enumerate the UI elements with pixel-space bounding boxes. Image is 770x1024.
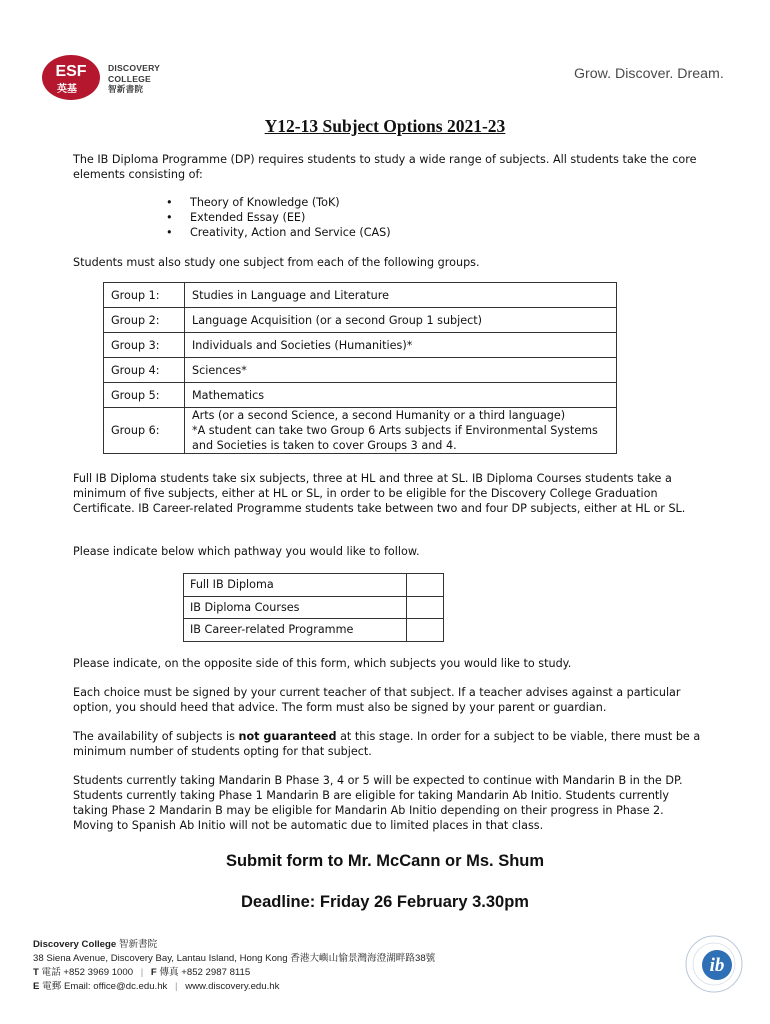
footer-fax-label: F bbox=[150, 967, 157, 978]
table-row bbox=[184, 619, 444, 642]
pathway-table bbox=[183, 573, 444, 642]
esf-logo bbox=[42, 55, 100, 100]
school-name bbox=[108, 63, 160, 95]
table-row bbox=[104, 408, 617, 454]
diploma-info-paragraph: Full IB Diploma students take six subjects, three at HL and three at SL. IB Diploma Courses students take a minimum of five subjects, either at HL or SL, in order to be eligible for the Discovery College Graduation Certificate. IB Career-related Programme students take between two and four DP subjects, either at HL or SL. bbox=[73, 472, 686, 515]
logo-text: ESF bbox=[55, 63, 87, 80]
availability-text: at this stage. In order for a subject to be viable, there must be a minimum number of students opting for that subject. bbox=[73, 730, 701, 758]
pathway-prompt: Please indicate below which pathway you would like to follow. bbox=[73, 545, 420, 558]
footer-school-name-chinese: 智新書院 bbox=[118, 939, 158, 950]
school-name-line1: DISCOVERY bbox=[108, 63, 161, 73]
intro-paragraph: The IB Diploma Programme (DP) requires students to study a wide range of subjects. All students take the core elements consisting of: bbox=[73, 153, 697, 181]
group-label: Group 2: bbox=[104, 308, 185, 333]
availability-paragraph bbox=[73, 729, 703, 759]
footer-email-label: E bbox=[33, 981, 40, 992]
group-subject bbox=[185, 408, 617, 454]
table-row bbox=[104, 333, 617, 358]
group-label: Group 4: bbox=[104, 358, 185, 383]
footer-address: 38 Siena Avenue, Discovery Bay, Lantau Island, Hong Kong bbox=[33, 953, 288, 964]
footer-website[interactable]: www.discovery.edu.hk bbox=[185, 981, 280, 992]
deadline: Deadline: Friday 26 February 3.30pm bbox=[241, 893, 529, 911]
group-subject: Mathematics bbox=[185, 383, 617, 408]
groups-intro: Students must also study one subject from each of the following groups. bbox=[73, 256, 480, 269]
subject-groups-table bbox=[103, 282, 617, 454]
table-row bbox=[184, 596, 444, 619]
list-item: • Creativity, Action and Service (CAS) bbox=[166, 225, 391, 240]
signing-info-paragraph: Each choice must be signed by your current teacher of that subject. If a teacher advises against a particular option, you should heed that advice. The form must also be signed by your parent or guardian. bbox=[73, 686, 681, 714]
footer-tel-chinese: 電話 bbox=[41, 967, 61, 978]
divider: | bbox=[140, 967, 144, 978]
group-subject: Studies in Language and Literature bbox=[185, 283, 617, 308]
availability-text: The availability of subjects is bbox=[73, 730, 239, 743]
table-row bbox=[104, 383, 617, 408]
submit-instruction: Submit form to Mr. McCann or Ms. Shum bbox=[225, 852, 545, 870]
pathway-label: IB Diploma Courses bbox=[184, 596, 407, 619]
core-elements-list bbox=[166, 195, 391, 240]
ib-logo bbox=[684, 934, 744, 994]
divider: | bbox=[175, 981, 178, 992]
footer-address-chinese: 香港大嶼山愉景灣海澄湖畔路38號 bbox=[290, 953, 436, 964]
footer-email[interactable]: Email: office@dc.edu.hk bbox=[63, 981, 168, 992]
page-title: Y12-13 Subject Options 2021-23 bbox=[264, 116, 506, 136]
school-name-chinese: 智新書院 bbox=[108, 84, 144, 94]
subjects-prompt: Please indicate, on the opposite side of this form, which subjects you would like to study. bbox=[73, 657, 572, 670]
footer-tel-label: T bbox=[33, 967, 39, 978]
availability-emphasis: not guaranteed bbox=[238, 730, 337, 743]
group-subject: Individuals and Societies (Humanities)* bbox=[185, 333, 617, 358]
group-label: Group 3: bbox=[104, 333, 185, 358]
footer-school-name: Discovery College bbox=[33, 939, 117, 950]
list-item: • Extended Essay (EE) bbox=[166, 210, 391, 225]
pathway-checkbox-full-ib[interactable] bbox=[407, 574, 444, 597]
logo-chinese: 英基 bbox=[57, 84, 77, 95]
footer-fax: +852 2987 8115 bbox=[181, 967, 251, 978]
tagline: Grow. Discover. Dream. bbox=[574, 66, 724, 82]
school-name-line2: COLLEGE bbox=[108, 73, 151, 84]
pathway-checkbox-ib-courses[interactable] bbox=[407, 596, 444, 619]
table-row bbox=[104, 283, 617, 308]
mandarin-info-paragraph: Students currently taking Mandarin B Phase 3, 4 or 5 will be expected to continue with Mandarin B in the DP. Students currently taking Phase 1 Mandarin B are eligible for taking Mandarin Ab Initio. Students currently taking Phase 2 Mandarin B may be eligible for Mandarin Ab Initio depending on their progress in Phase 2. Moving to Spanish Ab Initio will not be automatic due to limited places in that class. bbox=[73, 774, 683, 832]
pathway-label: IB Career-related Programme bbox=[184, 619, 407, 642]
ib-logo-text: ib bbox=[709, 955, 725, 976]
pathway-checkbox-career-related[interactable] bbox=[407, 619, 444, 642]
group-label: Group 5: bbox=[104, 383, 185, 408]
group-subject: Sciences* bbox=[185, 358, 617, 383]
group-subject-note: *A student can take two Group 6 Arts subjects if Environmental Systems and Societies is taken to cover Groups 3 and 4. bbox=[192, 424, 598, 452]
footer bbox=[33, 938, 435, 994]
group-subject: Language Acquisition (or a second Group 1 subject) bbox=[185, 308, 617, 333]
footer-email-chinese: 電郵 bbox=[42, 981, 62, 992]
group-subject-line: Arts (or a second Science, a second Humanity or a third language) bbox=[192, 409, 566, 422]
table-row bbox=[104, 308, 617, 333]
group-label: Group 1: bbox=[104, 283, 185, 308]
table-row bbox=[104, 358, 617, 383]
group-label: Group 6: bbox=[104, 408, 185, 454]
footer-tel: +852 3969 1000 bbox=[63, 967, 134, 978]
footer-fax-chinese: 傳真 bbox=[159, 967, 179, 978]
list-item: • Theory of Knowledge (ToK) bbox=[166, 195, 391, 210]
table-row bbox=[184, 574, 444, 597]
pathway-label: Full IB Diploma bbox=[184, 574, 407, 597]
